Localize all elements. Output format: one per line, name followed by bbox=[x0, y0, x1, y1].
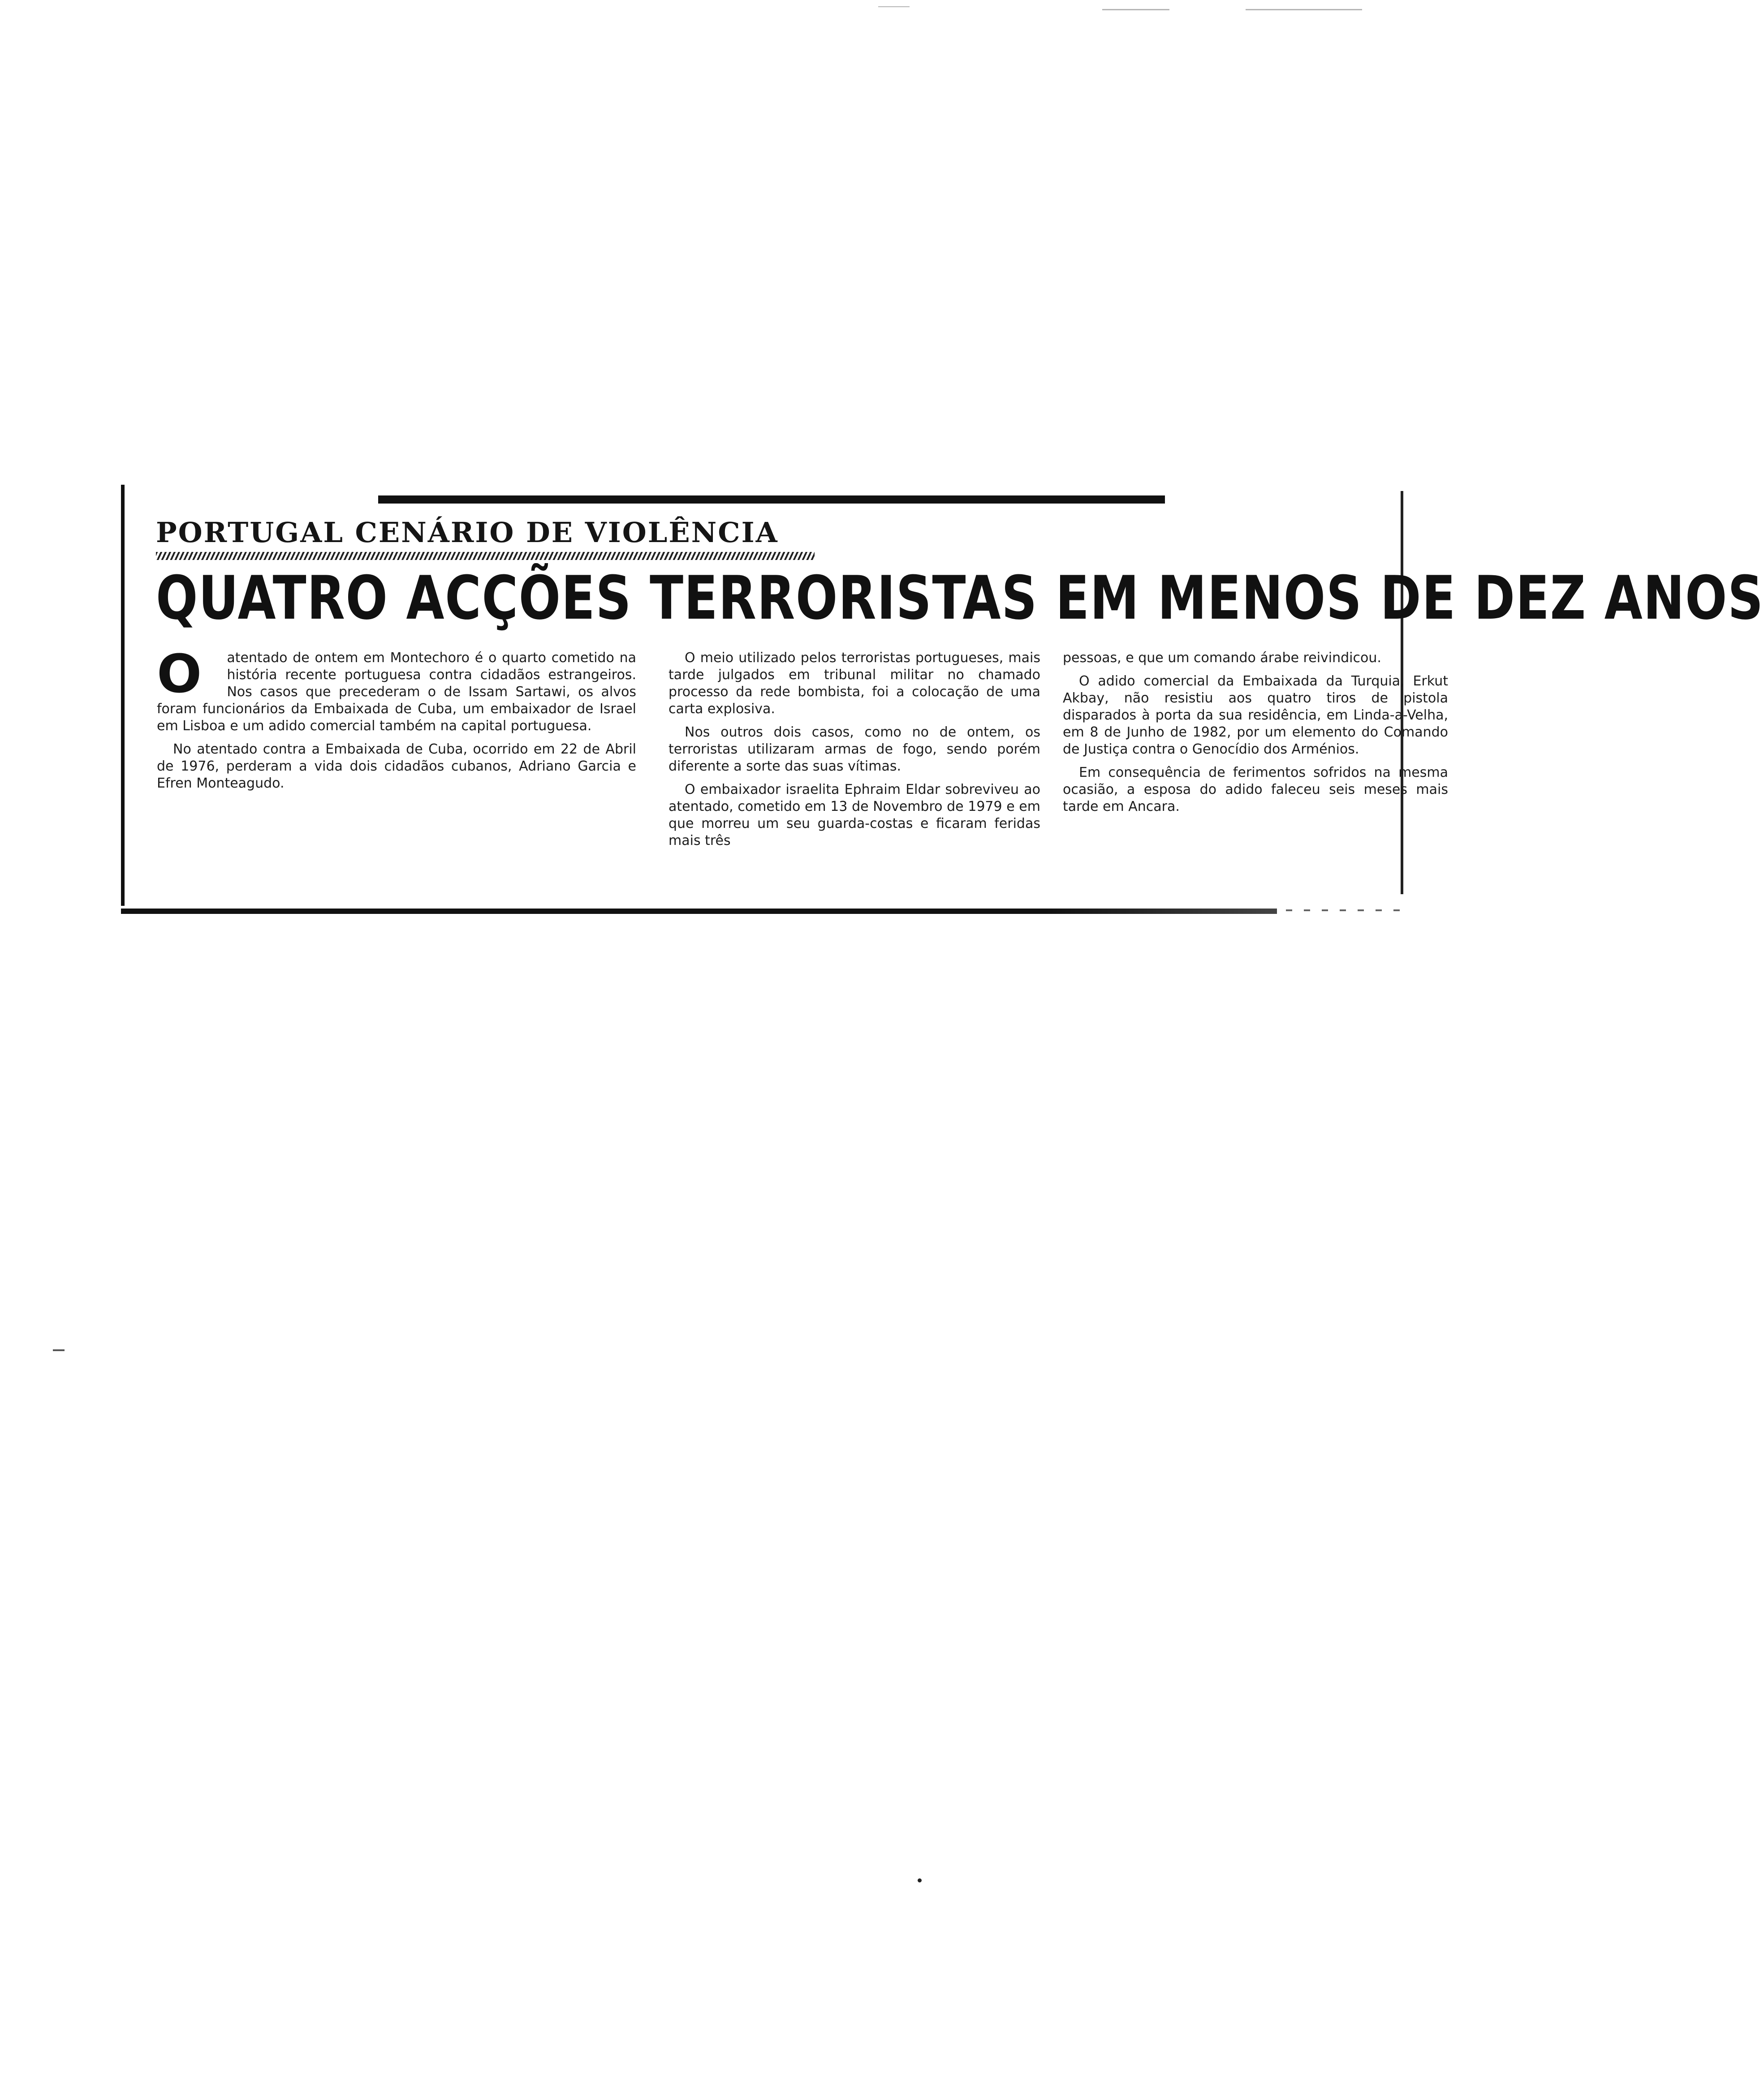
scan-artifact bbox=[878, 6, 910, 7]
newspaper-clipping bbox=[121, 480, 1764, 919]
paragraph: Em consequência de ferimentos sofridos na mesma ocasião, a esposa do adido faleceu seis meses mais tarde em Ancara. bbox=[1063, 765, 1448, 814]
scan-artifact bbox=[918, 1878, 922, 1882]
headline: QUATRO ACÇÕES TERRORISTAS EM MENOS DE DEZ ANOS bbox=[156, 563, 1764, 633]
paragraph: O meio utilizado pelos terroristas portugueses, mais tarde julgados em tribunal militar no chamado processo da rede bombista, foi a colocação de uma carta explosiva. bbox=[669, 650, 1040, 717]
scan-artifact bbox=[53, 1349, 65, 1351]
top-rule bbox=[378, 495, 1165, 504]
paragraph: No atentado contra a Embaixada de Cuba, ocorrido em 22 de Abril de 1976, perderam a vida dois cidadãos cubanos, Adriano Garcia e Efren Monteagudo. bbox=[157, 741, 636, 791]
article-column-1 bbox=[157, 643, 636, 798]
paragraph: Nos outros dois casos, como no de ontem, os terroristas utilizaram armas de fogo, sendo porém diferente a sorte das suas vítimas. bbox=[669, 724, 1040, 774]
bottom-rule bbox=[121, 909, 1277, 914]
kicker-underline bbox=[156, 552, 815, 560]
section-kicker: PORTUGAL CENÁRIO DE VIOLÊNCIA bbox=[156, 516, 779, 549]
bottom-rule-tail bbox=[1286, 909, 1402, 911]
paragraph: atentado de ontem em Montechoro é o quarto cometido na história recente portuguesa contra cidadãos estrangeiros. Nos casos que precederam o de Issam Sartawi, os alvos foram funcionários da Embaixada de Cuba, um embaixador de Israel em Lisboa e um adido comercial também na capital portuguesa. bbox=[157, 650, 636, 734]
article-column-3 bbox=[1063, 650, 1448, 822]
paragraph: O embaixador israelita Ephraim Eldar sobreviveu ao atentado, cometido em 13 de Novembro de 1979 e em que morreu um seu guarda-costas e ficaram feridas mais três bbox=[669, 782, 1040, 848]
paragraph: pessoas, e que um comando árabe reivindicou. bbox=[1063, 650, 1381, 666]
paragraph: O adido comercial da Embaixada da Turquia, Erkut Akbay, não resistiu aos quatro tiros de pistola disparados à porta da sua residência, em Linda-a-Velha, em 8 de Junho de 1982, por um elemento do Comando de Justiça contra o Genocídio dos Arménios. bbox=[1063, 673, 1448, 757]
scan-artifact bbox=[1246, 9, 1362, 10]
article-column-2 bbox=[669, 650, 1040, 856]
scan-artifact bbox=[1102, 9, 1169, 10]
drop-cap: O bbox=[157, 643, 202, 705]
clipping-border-left bbox=[121, 485, 125, 906]
